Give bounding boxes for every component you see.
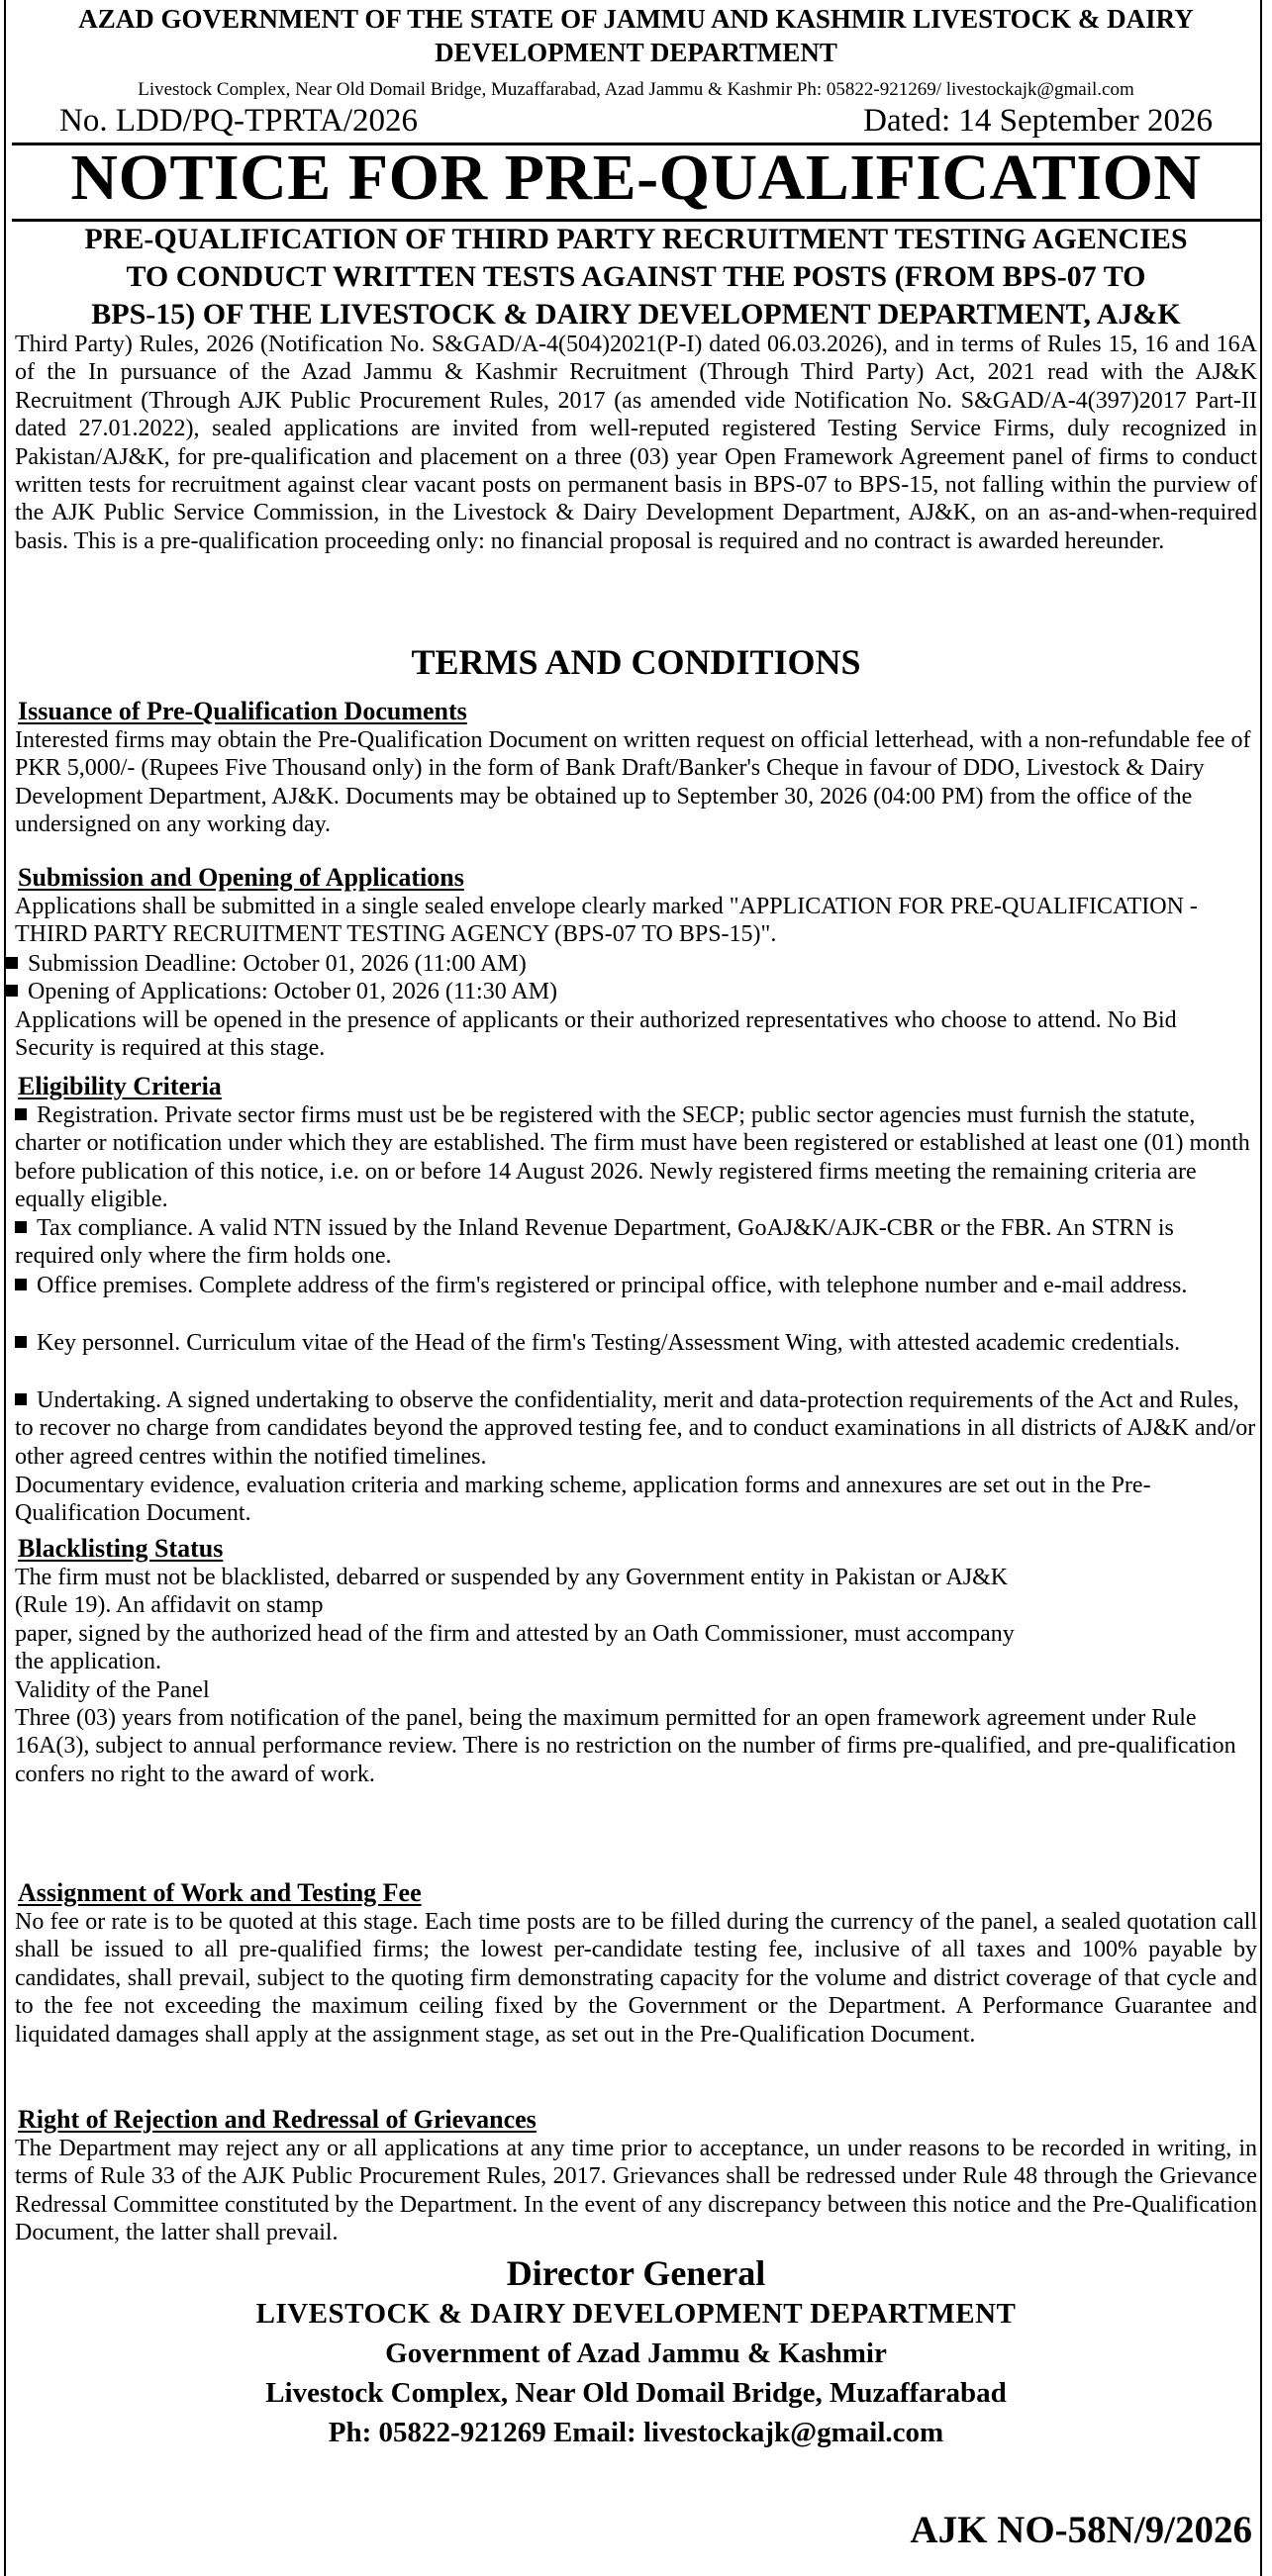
eligibility-item-tax [15,1214,1257,1271]
rejection-heading: Right of Rejection and Redressal of Grievances [18,2105,537,2134]
opening-text: Opening of Applications: October 01, 2026 (11:30 AM) [28,979,558,1004]
submission-deadline-item [6,950,527,978]
department-address: Livestock Complex, Near Old Domail Bridge, Muzaffarabad, Azad Jammu & Kashmir Ph: 05822-921269/ livestockajk@gmail.com [138,79,1134,100]
bullet-icon [6,985,18,997]
subject-heading [18,221,1254,334]
signatory-contact: Ph: 05822-921269 Email: livestockajk@gmail.com [328,2417,944,2448]
submission-text: Applications shall be submitted in a single sealed envelope clearly marked "APPLICATION FOR PRE-QUALIFICATION - THIRD PARTY RECRUITMENT TESTING AGENCY (BPS-07 TO BPS-15)". [15,894,1198,948]
subject-line1: PRE-QUALIFICATION OF THIRD PARTY RECRUITMENT TESTING AGENCIES [84,223,1188,255]
blacklisting-line1: The firm must not be blacklisted, debarred or suspended by any Government entity in Pakistan or AJ&K [15,1565,1009,1590]
eligibility-item-office [15,1272,1257,1299]
signatory-address: Livestock Complex, Near Old Domail Bridge, Muzaffarabad [265,2377,1007,2409]
department-title-line2: DEVELOPMENT DEPARTMENT [435,38,837,67]
notice-date: Dated: 14 September 2026 [863,103,1213,139]
reference-line [59,101,1213,141]
eligibility-tax-text: Tax compliance. A valid NTN issued by the Inland Revenue Department, GoAJ&K/AJK-CBR or the FBR. An STRN is required only where the firm holds one. [15,1215,1174,1270]
eligibility-office-text: Office premises. Complete address of the firm's registered or principal office, with telephone number and e-mail address. [37,1273,1188,1298]
assignment-text: No fee or rate is to be quoted at this stage. Each time posts are to be filled during the currency of the panel, a sealed quotation call shall be issued to all pre-qualified firms; the lowest per-candidate testing fee, inclusive of all taxes and 100% payable by candidates, shall prevail, subject to the quoting firm demonstrating capacity for the volume and district coverage of that cycle and to the fee not exceeding the maximum ceiling fixed by the Government or the Department. A Performance Guarantee and liquidated damages shall apply at the assignment stage, as set out in the Pre-Qualification Document. [15,1909,1257,2048]
reference-number: No. LDD/PQ-TPRTA/2026 [59,103,419,139]
blacklisting-text [15,1564,1257,1788]
rejection-text: The Department may reject any or all applications at any time prior to acceptance, un under reasons to be recorded in writing, in terms of Rule 33 of the AJK Public Procurement Rules, 2017. Grievances shall be redressed under Rule 48 through the Grievance Redressal Committee constituted by the Department. In the event of any discrepancy between this notice and the Pre-Qualification Document, the latter shall prevail. [15,2136,1257,2246]
blacklisting-heading: Blacklisting Status [18,1534,224,1563]
bullet-icon [15,1336,27,1348]
submission-after-text: Applications will be opened in the presence of applicants or their authorized representatives who choose to attend. No Bid Security is required at this stage. [15,1007,1177,1062]
submission-heading: Submission and Opening of Applications [18,863,464,892]
signatory-department: LIVESTOCK & DAIRY DEVELOPMENT DEPARTMENT [255,2298,1017,2330]
bullet-icon [15,1221,27,1233]
opening-item [6,978,557,1005]
submission-deadline-text: Submission Deadline: October 01, 2026 (11:00 AM) [28,951,527,977]
validity-text: Three (03) years from notification of the panel, being the maximum permitted for an open framework agreement under Rule 16A(3), subject to annual performance review. There is no restriction on the number of firms pre-qualified, and pre-qualification confers no right to the award of work. [15,1705,1236,1787]
department-title-line1: AZAD GOVERNMENT OF THE STATE OF JAMMU AND KASHMIR LIVESTOCK & DAIRY [78,4,1194,34]
publication-reference: AJK NO-58N/9/2026 [910,2509,1252,2551]
department-title [18,2,1254,69]
issuance-heading: Issuance of Pre-Qualification Documents [18,697,467,725]
assignment-heading: Assignment of Work and Testing Fee [18,1878,422,1907]
terms-heading: TERMS AND CONDITIONS [411,642,861,682]
notice-title: NOTICE FOR PRE-QUALIFICATION [70,142,1202,214]
subject-line2: TO CONDUCT WRITTEN TESTS AGAINST THE POSTS (FROM BPS-07 TO [126,260,1146,293]
eligibility-item-personnel [15,1329,1257,1357]
validity-label: Validity of the Panel [15,1676,210,1703]
bullet-icon [15,1108,27,1120]
eligibility-registration-text: Registration. Private sector firms must ust be be registered with the SECP; public sector agencies must furnish the statute, charter or notification under which they are established. The firm must have been registered or established at least one (01) month before publication of this notice, i.e. on or before 14 August 2026. Newly registered firms meeting the remaining criteria are equally eligible. [15,1102,1250,1213]
eligibility-item-undertaking [15,1386,1257,1471]
eligibility-item-registration [15,1101,1257,1214]
eligibility-personnel-text: Key personnel. Curriculum vitae of the Head of the firm's Testing/Assessment Wing, with attested academic credentials. [37,1330,1181,1356]
bullet-icon [15,1279,27,1290]
subject-line3: BPS-15) OF THE LIVESTOCK & DAIRY DEVELOPMENT DEPARTMENT, AJ&K [91,298,1181,331]
eligibility-after-text: Documentary evidence, evaluation criteria and marking scheme, application forms and annexures are set out in the Pre-Qualification Document. [15,1473,1151,1527]
bullet-icon [6,957,18,969]
intro-paragraph: Third Party) Rules, 2026 (Notification No. S&GAD/A-4(504)2021(P-I) dated 06.03.2026), and in terms of Rules 15, 16 and 16A of the In pursuance of the Azad Jammu & Kashmir Recruitment (Through Third Party) Act, 2021 read with the AJ&K Recruitment (Through AJK Public Procurement Rules, 2017 (as amended vide Notification No. S&GAD/A-4(397)2017 Part-II dated 27.01.2022), sealed applications are invited from well-reputed registered Testing Service Firms, duly recognized in Pakistan/AJ&K, for pre-qualification and placement on a three (03) year Open Framework Agreement panel of firms to conduct written tests for recruitment against clear vacant posts on permanent basis in BPS-07 to BPS-15, not falling within the purview of the AJK Public Service Commission, in the Livestock & Dairy Development Department, AJ&K, on an as-and-when-required basis. This is a pre-qualification proceeding only: no financial proposal is required and no contract is awarded hereunder. [15,332,1257,554]
eligibility-heading: Eligibility Criteria [18,1072,222,1100]
signatory-title: Director General [506,2253,766,2293]
signatory-government: Government of Azad Jammu & Kashmir [385,2337,887,2369]
eligibility-undertaking-text: Undertaking. A signed undertaking to observe the confidentiality, merit and data-protection requirements of the Act and Rules, to recover no charge from candidates beyond the approved testing fee, and to conduct examinations in all districts of AJ&K and/or other agreed centres within the notified timelines. [15,1387,1256,1470]
bullet-icon [15,1393,27,1405]
blacklisting-line2: (Rule 19). An affidavit on stamp [15,1592,324,1619]
blacklisting-line4: the application. [15,1649,161,1675]
blacklisting-line3: paper, signed by the authorized head of the firm and attested by an Oath Commissioner, must accompany [15,1620,1015,1647]
issuance-text: Interested firms may obtain the Pre-Qualification Document on written request on official letterhead, with a non-refundable fee of PKR 5,000/- (Rupees Five Thousand only) in the form of Bank Draft/Banker's Cheque in favour of DDO, Livestock & Dairy Development Department, AJ&K. Documents may be obtained up to September 30, 2026 (04:00 PM) from the office of the undersigned on any working day. [15,727,1251,838]
